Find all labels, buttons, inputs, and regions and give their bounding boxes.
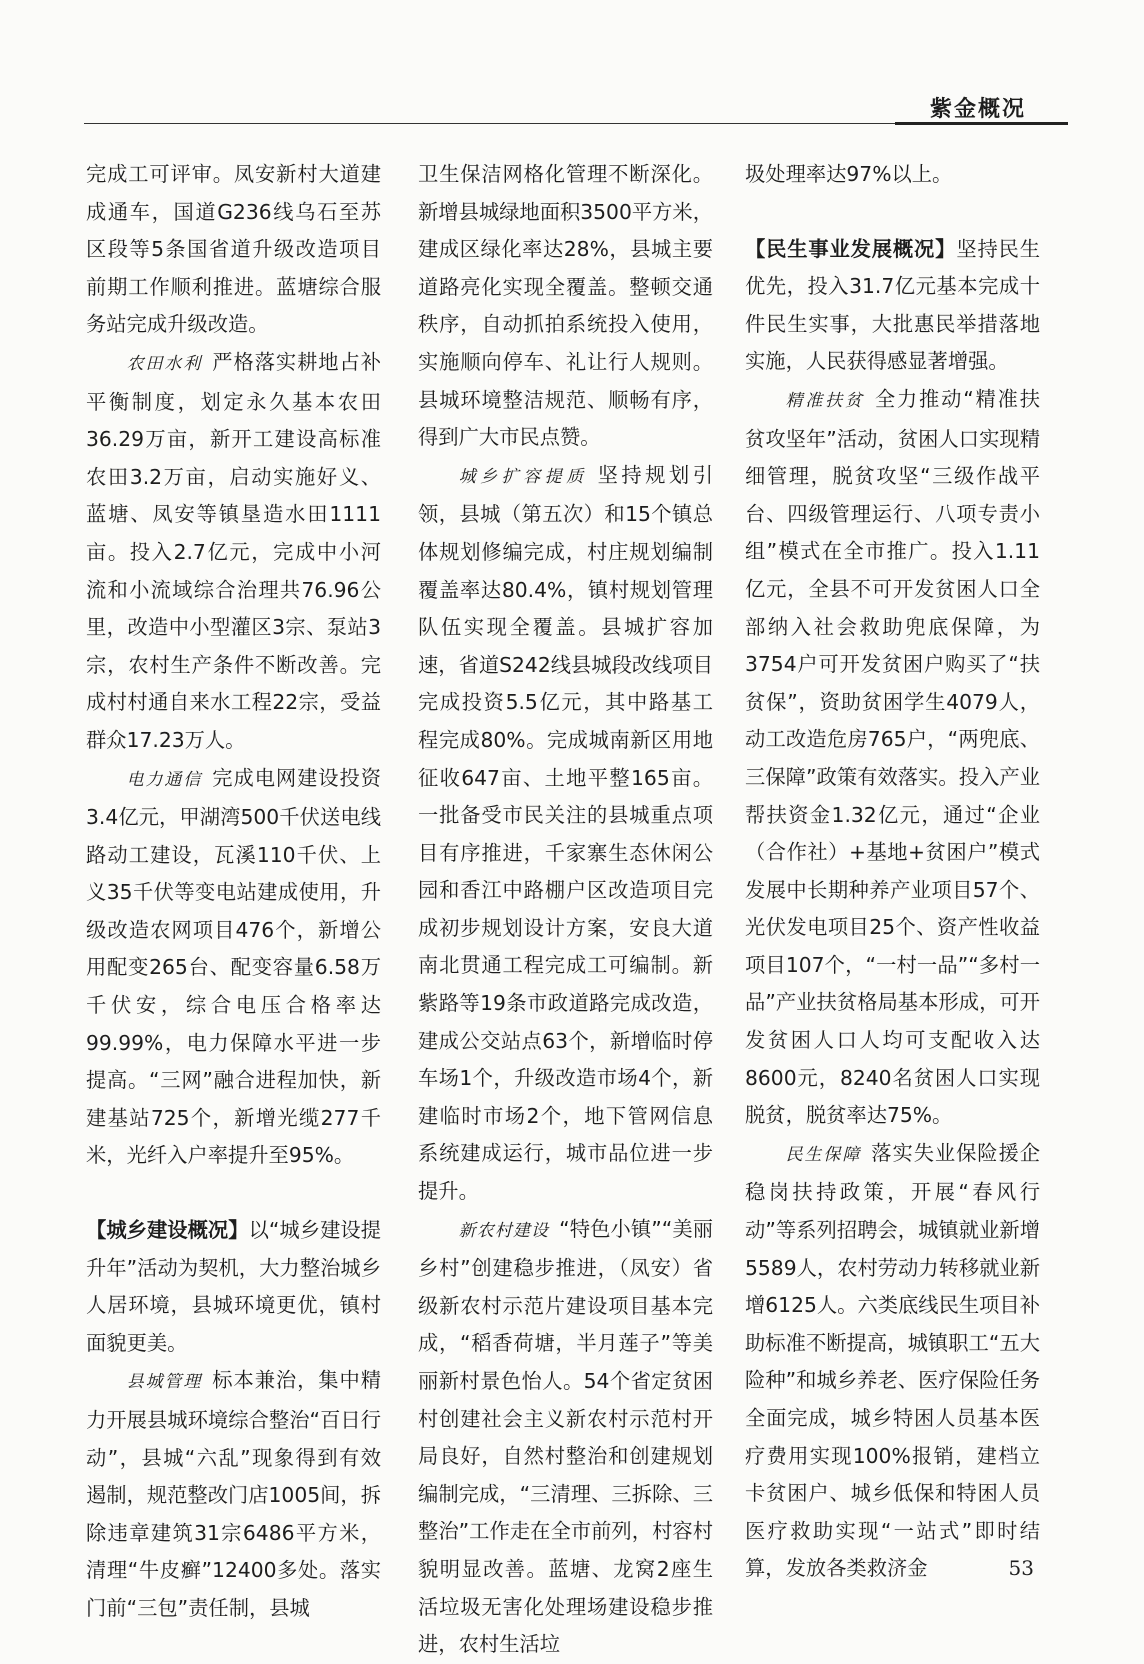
- paragraph-text: 严格落实耕地占补平衡制度，划定永久基本农田36.29万亩，新开工建设高标准农田3.2万亩，启动实施好义、蓝塘、凤安等镇垦造水田1111亩。投入2.7亿元，完成中小河流和小流域综合治理共76.96公里，改造中小型灌区3宗、泵站3宗，农村生产条件不断改善。完成村村通自来水工程22宗，受益群众17.23万人。: [86, 349, 381, 752]
- paragraph: [86, 760, 381, 1176]
- section-heading: 【城乡建设概况】: [86, 1218, 249, 1243]
- section-paragraph: [745, 231, 1040, 381]
- paragraph-text: 落实失业保险援企稳岗扶持政策，开展“春风行动”等系列招聘会，城镇就业新增5589人，农村劳动力转移就业新增6125人。六类底线民生项目补助标准不断提高，城镇职工“五大险种”和城乡养老、医疗保险任务全面完成，城乡特困人员基本医疗费用实现100%报销，建档立卡贫困户、城乡低保和特困人员医疗救助实现“一站式”即时结算，发放各类救济金: [745, 1140, 1040, 1581]
- paragraph-subheading: 农田水利: [126, 353, 203, 374]
- paragraph: [418, 156, 713, 457]
- text-column-1: [86, 156, 381, 1628]
- text-column-3: [745, 156, 1040, 1588]
- section-paragraph: [86, 1212, 381, 1362]
- paragraph-subheading: 新农村建设: [458, 1220, 550, 1241]
- paragraph: [86, 1362, 381, 1627]
- paragraph-text: 完成电网建设投资3.4亿元，甲湖湾500千伏送电线路动工建设，瓦溪110千伏、上义35千伏等变电站建成使用，升级改造农网项目476个，新增公用配变265台、配变容量6.58万千伏安，综合电压合格率达99.99%，电力保障水平进一步提高。“三网”融合进程加快，新建基站725个，新增光缆277千米，光纤入户率提升至95%。: [86, 765, 381, 1168]
- paragraph-text: 标本兼治，集中精力开展县城环境综合整治“百日行动”，县城“六乱”现象得到有效遏制，规范整改门店1005间，拆除违章建筑31宗6486平方米，清理“牛皮癣”12400多处。落实门前“三包”责任制，县城: [86, 1368, 381, 1620]
- paragraph: [86, 344, 381, 760]
- paragraph-text: 全力推动“精准扶贫攻坚年”活动，贫困人口实现精细管理，脱贫攻坚“三级作战平台、四级管理运行、八项专责小组”模式在全市推广。投入1.11亿元，全县不可开发贫困人口全部纳入社会救助兜底保障，为3754户可开发贫困户购买了“扶贫保”，资助贫困学生4079人，动工改造危房765户，“两兜底、三保障”政策有效落实。投入产业帮扶资金1.32亿元，通过“企业（合作社）+基地+贫困户”模式发展中长期种养产业项目57个、光伏发电项目25个、资产性收益项目107个，“一村一品”“多村一品”产业扶贫格局基本形成，可开发贫困人口人均可支配收入达8600元，8240名贫困人口实现脱贫，脱贫率达75%。: [745, 386, 1040, 1128]
- paragraph: [418, 457, 713, 1211]
- paragraph: [745, 1135, 1040, 1588]
- paragraph-text: 坚持规划引领，县城（第五次）和15个镇总体规划修编完成，村庄规划编制覆盖率达80.4%，镇村规划管理队伍实现全覆盖。县城扩容加速，省道S242线县城段改线项目完成投资5.5亿元，其中路基工程完成80%。完成城南新区用地征收647亩、土地平整165亩。一批备受市民关注的县城重点项目有序推进，千家寨生态休闲公园和香江中路棚户区改造项目完成初步规划设计方案，安良大道南北贯通工程完成工可编制。新紫路等19条市政道路完成改造，建成公交站点63个，新增临时停车场1个，升级改造市场4个，新建临时市场2个，地下管网信息系统建成运行，城市品位进一步提升。: [418, 462, 713, 1204]
- paragraph-text: 完成工可评审。凤安新村大道建成通车，国道G236线乌石至苏区段等5条国省道升级改造项目前期工作顺利推进。蓝塘综合服务站完成升级改造。: [86, 162, 381, 337]
- page-number: 53: [1008, 1556, 1034, 1580]
- paragraph-text: 圾处理率达97%以上。: [745, 162, 953, 186]
- paragraph-subheading: 民生保障: [785, 1144, 862, 1165]
- paragraph-text: “特色小镇”“美丽乡村”创建稳步推进，（凤安）省级新农村示范片建设项目基本完成，“稻香荷塘，半月莲子”等美丽新村景色怡人。54个省定贫困村创建社会主义新农村示范村开局良好，自然村整治和创建规划编制完成，“三清理、三拆除、三整治”工作走在全市前列，村容村貌明显改善。蓝塘、龙窝2座生活垃圾无害化处理场建设稳步推进，农村生活垃: [418, 1216, 713, 1657]
- header-rule-accent: [895, 122, 1068, 125]
- paragraph: [745, 156, 1040, 194]
- paragraph-subheading: 电力通信: [126, 769, 203, 790]
- section-heading: 【民生事业发展概况】: [745, 236, 957, 261]
- paragraph-text: 以“城乡建设提升年”活动为契机，大力整治城乡人居环境，县城环境更优，镇村面貌更美。: [86, 1218, 381, 1355]
- paragraph: [745, 381, 1040, 1135]
- paragraph-subheading: 精准扶贫: [785, 390, 865, 411]
- paragraph-subheading: 县城管理: [126, 1372, 203, 1393]
- paragraph-text: 卫生保洁网格化管理不断深化。新增县城绿地面积3500平方米，建成区绿化率达28%，县城主要道路亮化实现全覆盖。整顿交通秩序，自动抓拍系统投入使用，实施顺向停车、礼让行人规则。县城环境整洁规范、顺畅有序，得到广大市民点赞。: [418, 162, 713, 450]
- paragraph: [418, 1211, 713, 1664]
- paragraph-subheading: 城乡扩容提质: [458, 466, 588, 487]
- paragraph-text: 坚持民生优先，投入31.7亿元基本完成十件民生实事，大批惠民举措落地实施，人民获得感显著增强。: [745, 236, 1040, 374]
- running-head: 紫金概况: [929, 97, 1026, 122]
- text-column-2: [418, 156, 713, 1664]
- paragraph: [86, 156, 381, 344]
